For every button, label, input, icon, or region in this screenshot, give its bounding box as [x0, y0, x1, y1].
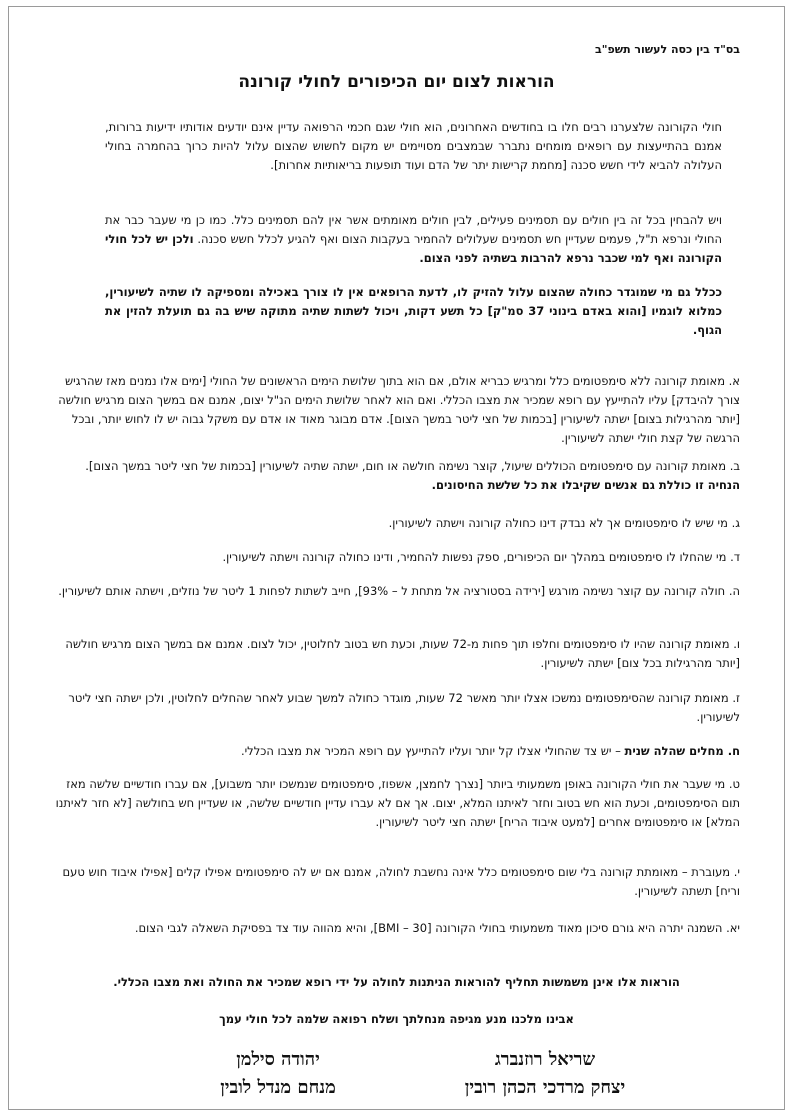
document-content [53, 7, 740, 1109]
item-t-text: ט. מי שעבר את חולי הקורונה באופן משמעותי ביותר [נצרך לחמצן, אשפוז, סימפטומים שנמשכו יותר משבוע], אם עברו חודשיים שלשה מאז תום הסימפטומים, וכעת הוא חש בטוב וחזר לאיתנו המלא, יצום. אך אם לא עברו עדיין חודשיים שלשה, או שעדיין חש בחולשה [לא חזר לאיתנו המלא] או סימפטומים אחרים [למעט איבוד הריח] ישתה חצי ליטר לשיעורין. [55, 777, 740, 829]
signature-yehuda-silman: יהודה סילמן [236, 1049, 320, 1070]
item-d [53, 548, 740, 567]
item-a [53, 372, 740, 448]
intro-2-text: ויש להבחין בכל זה בין חולים עם תסמינים פעילים, לבין חולים מאומתים אשר אין להם תסמינים כלל. כמו כן מי שעבר כבר את החולי ונרפא ת"ל, פעמים שעדיין חש תסמינים שעלולים להחמיר בעקבות הצום ואף להגיע לכלל חשש סכנה. [105, 213, 723, 246]
closing-prayer: אבינו מלכנו מנע מגיפה מנחלתך ושלח רפואה שלמה לכל חולי עמך [219, 1012, 574, 1026]
item-y [53, 863, 740, 901]
item-z [53, 689, 740, 727]
intro-paragraph-3 [105, 283, 722, 340]
item-v [53, 635, 740, 673]
item-g-text: ג. מי שיש לו סימפטומים אך לא נבדק דינו כחולה קורונה וישתה לשיעורין. [388, 516, 740, 530]
signature-yitzchak-rubin: יצחק מרדכי הכהן רובין [464, 1077, 626, 1098]
item-v-text: ו. מאומת קורונה שהיו לו סימפטומים וחלפו תוך פחות מ-72 שעות, וכעת חש בטוב לחלוטין, יכול לצום. אמנם אם במשך הצום מרגיש חולשה [יותר מהרגילות בכל צום] ישתה לשיעורין. [65, 637, 740, 670]
intro-3-bold: ככלל גם מי שמוגדר כחולה שהצום עלול להזיק לו, לדעת הרופאים אין לו צורך באכילה ומספיקה לו שתיה לשיעורין, כמלוא לוגמיו [והוא באדם בינוני 37 סמ"ק] כל תשע דקות, ויכול לשתות שתיה מתוקה שיש בה גם תועלת להזין את הגוף. [105, 285, 722, 337]
item-ch-text: – יש צד שהחולי אצלו קל יותר ועליו להתייעץ עם רופא המכיר את מצבו הכללי. [240, 744, 625, 758]
item-d-text: ד. מי שהחלו לו סימפטומים במהלך יום הכיפורים, ספק נפשות להחמיר, ודינו כחולה קורונה וישתה לשיעורין. [222, 550, 740, 564]
signature-shriel-rosenberg: שריאל רוזנברג [494, 1049, 596, 1070]
item-g [53, 514, 740, 533]
item-b-text: ב. מאומת קורונה עם סימפטומים הכוללים שיעול, קוצר נשימה חולשה או חום, ישתה שתיה לשיעורין [בכמות של חצי ליטר במשך הצום]. [85, 459, 740, 473]
document-page [8, 6, 785, 1110]
item-z-text: ז. מאומת קורונה שהסימפטומים נמשכו אצלו יותר מאשר 72 שעות, מוגדר כחולה למשך שבוע לאחר שהחלים לחלוטין, ולכן ישתה חצי ליטר לשיעורין. [68, 691, 740, 724]
intro-paragraph-2 [105, 211, 722, 268]
item-ch-bold: ח. מחלים שהלה שנית [624, 744, 740, 758]
item-ya [53, 919, 740, 938]
item-h-text: ה. חולה קורונה עם קוצר נשימה מורגש [ירידה בסטורציה אל מתחת ל – 93%], חייב לשתות לפחות 1 ליטר של נוזלים, וישתה אותם לשיעורין. [58, 584, 740, 598]
item-y-text: י. מעוברת – מאומתת קורונה בלי שום סימפטומים כלל אינה נחשבת לחולה, אמנם אם יש לה סימפטומים אפילו קלים [אפילו איבוד חוש טעם וריח] תשתה לשיעורין. [62, 865, 740, 898]
signature-menachem-lubin: מנחם מנדל לובין [220, 1077, 336, 1098]
item-b-bold: הנחיה זו כוללת גם אנשים שקיבלו את כל שלשת החיסונים. [431, 478, 740, 492]
item-t [53, 775, 740, 832]
item-b [53, 457, 740, 495]
item-a-text: א. מאומת קורונה ללא סימפטומים כלל ומרגיש כבריא אולם, אם הוא בתוך שלושת הימים הראשונים של החולי [ימים אלו נמנים מאז שהרגיש צורך להיבדק] עליו להתייעץ עם רופא שמכיר את מצבו הכללי. ואם הוא לאחר שלושת הימים הנ"ל יצום, אמנם אם במשך הצום מרגיש חולשה [יותר מהרגילות בצום] ישתה לשיעורין [בכמות של חצי ליטר במשך הצום]. אדם מבוגר מאוד או אדם עם משקל גבוה יש לו לחוש יותר, ובכל הרגשה של קצת חולי ישתה לשיעורין. [58, 374, 740, 445]
intro-1-text: חולי הקורונה שלצערנו רבים חלו בו בחודשים האחרונים, הוא חולי שגם חכמי הרפואה עדיין אינם יודעים אודותיו ידיעות ברורות, אמנם בהתייעצות עם רופאים מומחים נתברר שבמצבים מסויימים יש מקום לחשוש שהצום עלול להיות כרוך בהחמרה בחולי העלולה להביא לידי חשש סכנה [מחמת קרישות יתר של הדם ועוד תופעות בריאותיות אחרות]. [105, 120, 722, 172]
item-h [53, 582, 740, 601]
item-ch [53, 742, 740, 761]
document-title: הוראות לצום יום הכיפורים לחולי קורונה [238, 72, 555, 92]
closing-note: הוראות אלו אינן משמשות תחליף להוראות הניתנות לחולה על ידי רופא שמכיר את החולה ואת מצבו הכללי. [113, 975, 680, 989]
bsd-header: בס"ד בין כסה לעשור תשפ"ב [595, 43, 740, 56]
intro-paragraph-1 [105, 118, 722, 175]
item-ya-text: יא. השמנה יתרה היא גורם סיכון מאוד משמעותי בחולי הקורונה [BMI – 30], והיא מהווה עוד צד בפסיקת השאלה לגבי הצום. [134, 921, 740, 935]
intro-2-bold: ולכן יש לכל חולי הקורונה ואף למי שכבר נרפא להרבות בשתיה לפני הצום. [105, 232, 722, 265]
